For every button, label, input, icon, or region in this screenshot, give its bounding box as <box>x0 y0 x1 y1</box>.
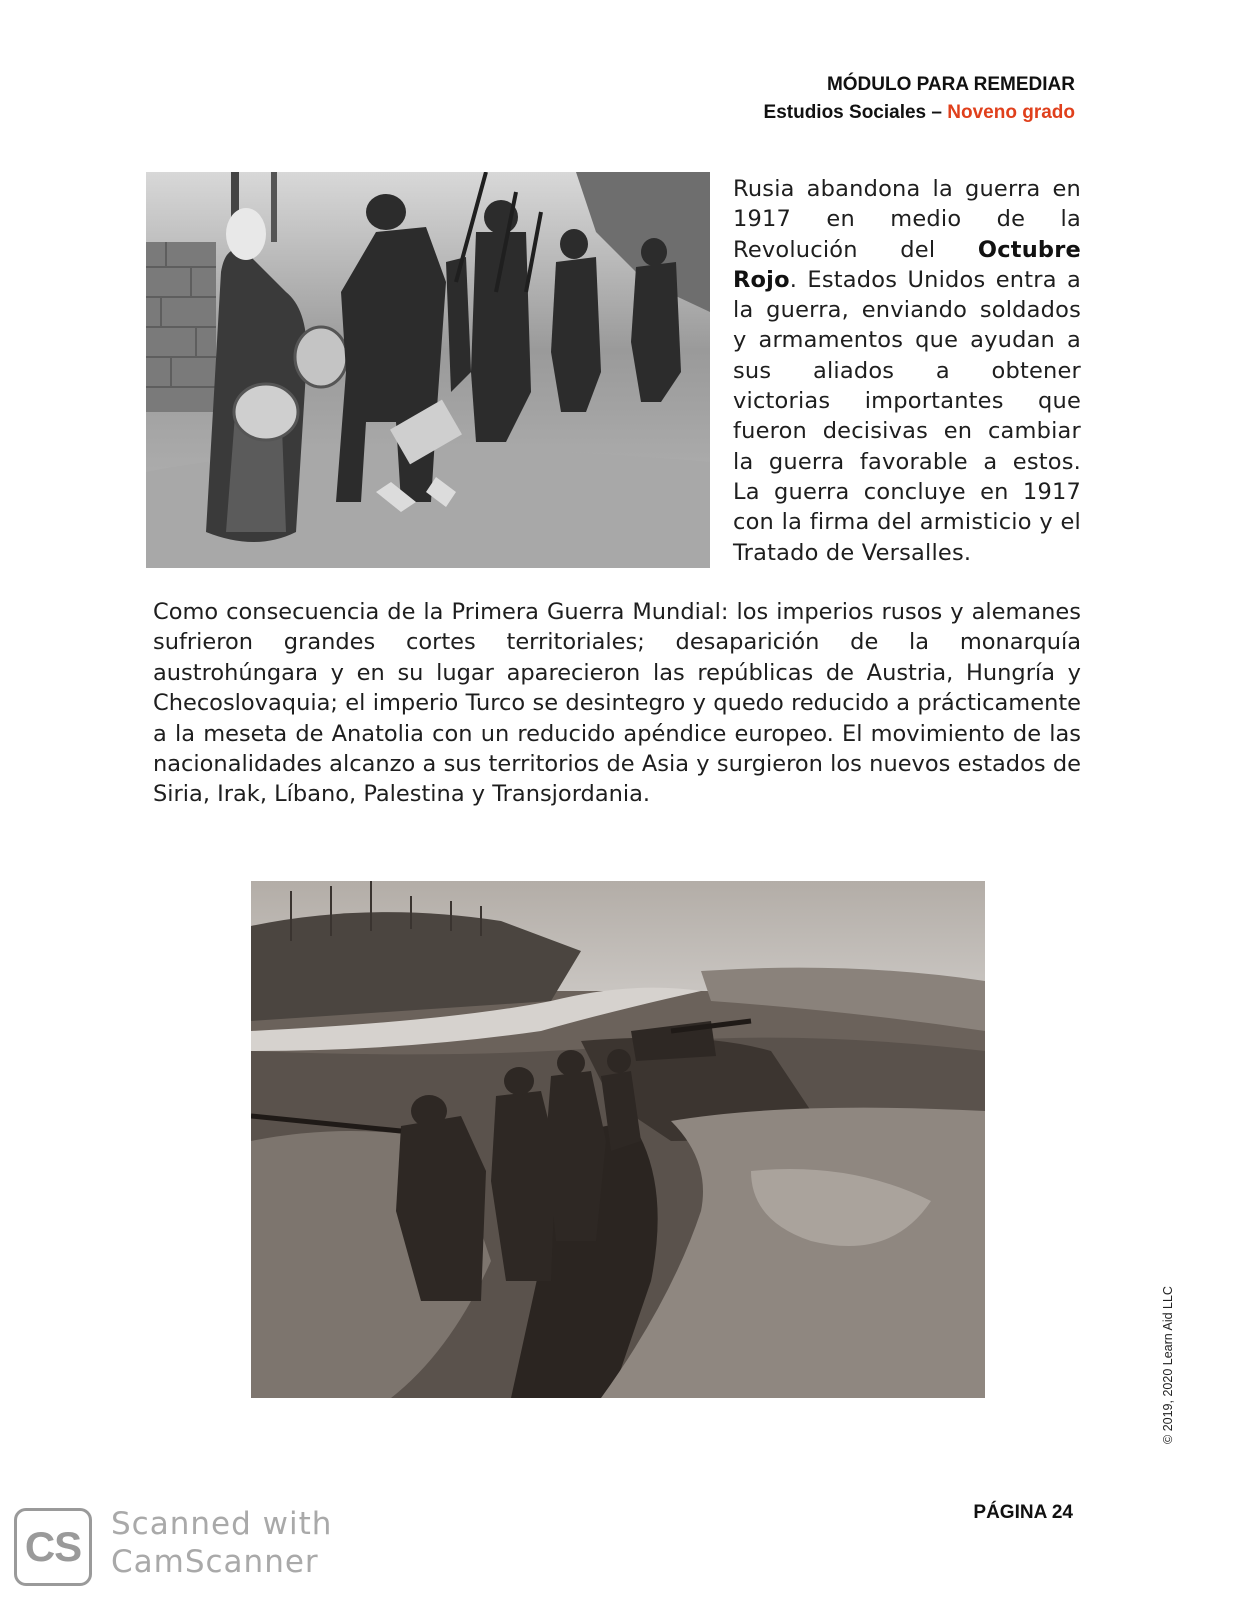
page-number: PÁGINA 24 <box>973 1502 1073 1523</box>
side-text-bold: Octubre Rojo <box>733 236 1081 293</box>
main-paragraph-text: Como consecuencia de la Primera Guerra Mundial: los imperios rusos y alemanes sufrieron grandes cortes territoriales; desaparición de la monarquía austrohúngara y en su lugar aparecieron las repúblicas de Austria, Hungría y Checoslovaquia; el imperio Turco se desintegro y quedo reducido a prácticamente a la meseta de Anatolia con un reducido apéndice europeo. El movimiento de las nacionalidades alcanzo a sus territorios de Asia y surgieron los nuevos estados de Siria, Irak, Líbano, Palestina y Transjordania. <box>153 599 1081 808</box>
camscanner-logo-text: CS <box>24 1523 82 1570</box>
photo-trench-soldiers <box>251 881 985 1398</box>
subject-label: Estudios Sociales – <box>763 102 942 123</box>
copyright-notice: © 2019, 2020 Learn Aid LLC <box>1161 1286 1175 1444</box>
module-title: MÓDULO PARA REMEDIAR <box>826 74 1075 95</box>
side-paragraph <box>733 174 1081 568</box>
main-paragraph <box>153 597 1081 810</box>
subject-line <box>764 102 1075 124</box>
photo-trench-soldiers-graphic <box>251 881 985 1398</box>
watermark-line2: CamScanner <box>111 1544 319 1580</box>
grade-label: Noveno grado <box>947 102 1075 123</box>
watermark-line1: Scanned with <box>111 1506 333 1542</box>
side-text-part1: Rusia abandona la guerra en 1917 en medio de la Revolución del <box>733 176 1081 263</box>
photo-soldiers-marching-graphic <box>146 172 710 568</box>
side-text-part2: . Estados Unidos entra a la guerra, enviando soldados y armamentos que ayudan a sus aliados a obtener victorias importantes que fueron decisivas en cambiar la guerra favorable a estos. La guerra concluye en 1917 con la firma del armisticio y el Tratado de Versalles. <box>733 266 1081 566</box>
photo-soldiers-marching <box>146 172 710 568</box>
camscanner-logo <box>14 1508 92 1586</box>
camscanner-watermark <box>111 1505 371 1581</box>
